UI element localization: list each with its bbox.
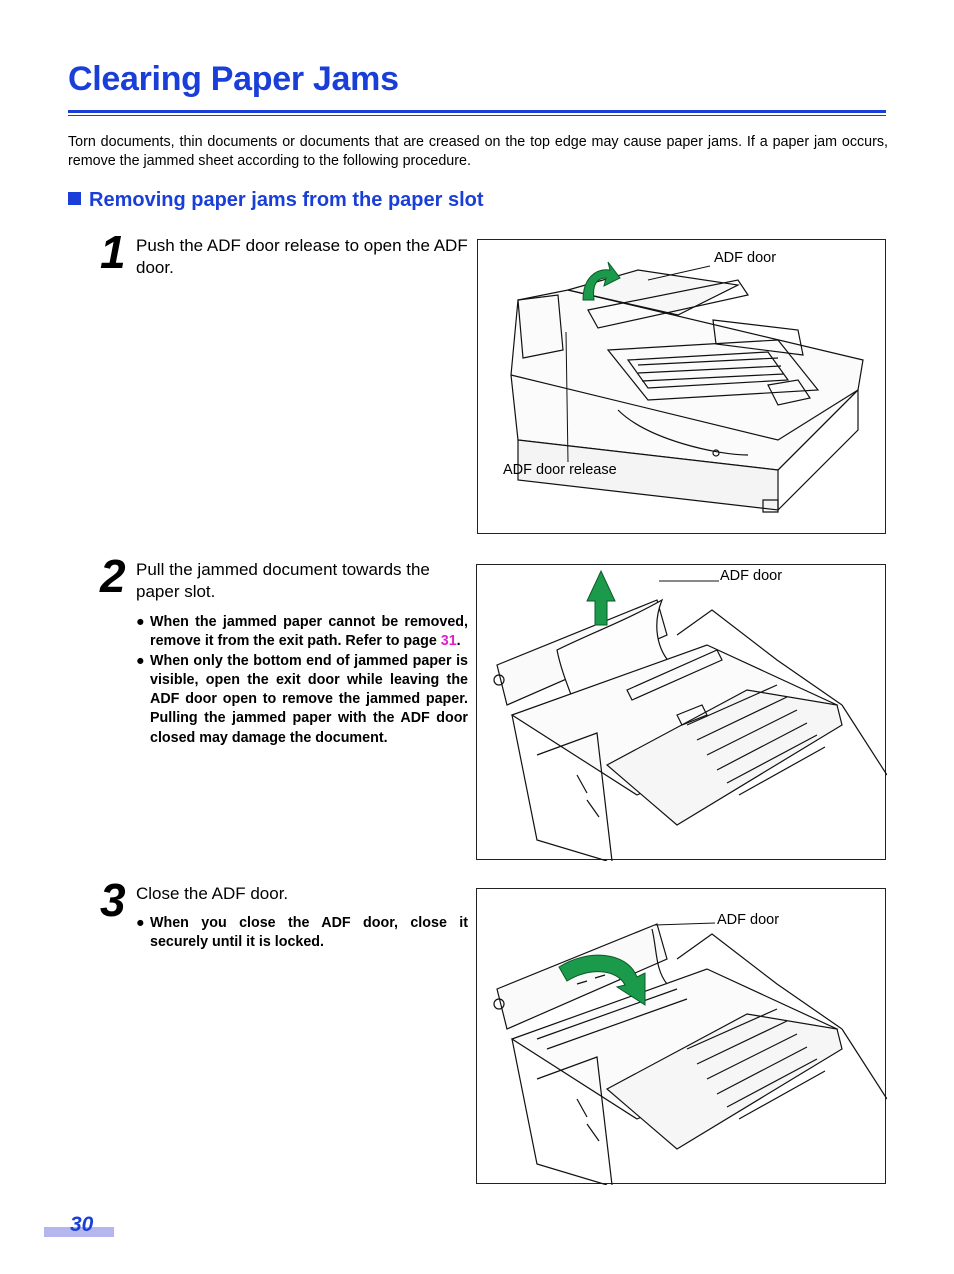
page-link-31[interactable]: 31 <box>440 633 457 650</box>
step-1-text: Push the ADF door release to open the ADF door. <box>136 236 468 277</box>
figure-open-adf-door <box>477 239 886 534</box>
page-number: 30 <box>70 1213 94 1236</box>
scanner-open-illustration <box>478 240 887 535</box>
page-title: Clearing Paper Jams <box>68 60 399 98</box>
section-heading <box>68 189 484 212</box>
step-3-text: Close the ADF door. <box>136 884 289 903</box>
title-rule <box>68 110 886 113</box>
figure-close-adf-door <box>476 888 886 1184</box>
step-3-note-1: ● When you close the ADF door, close it securely until it is locked. <box>136 915 468 951</box>
intro-paragraph: Torn documents, thin documents or documents that are creased on the top edge may cause paper jams. If a paper jam occurs, remove the jammed sheet according to the following procedure. <box>68 134 888 169</box>
bullet-icon: ● <box>136 652 145 669</box>
bullet-icon: ● <box>136 915 145 931</box>
section-heading-text: Removing paper jams from the paper slot <box>89 189 484 211</box>
step-3-notes <box>136 914 468 953</box>
step-2-note-2: ● When only the bottom end of jammed paper is visible, open the exit door while leaving the ADF door open to remove the jammed paper. Pulling the jammed paper with the ADF door closed may damage the document. <box>136 652 468 746</box>
step-1-number: 1 <box>100 226 126 278</box>
step-2-note-1: ● When the jammed paper cannot be removed, remove it from the exit path. Refer to page 31. <box>136 614 468 650</box>
label-adf-door: ADF door <box>720 568 783 584</box>
step-2-notes <box>136 613 468 748</box>
label-adf-door: ADF door <box>717 912 780 928</box>
title-rule-thin <box>68 115 886 116</box>
figure-pull-jammed-document <box>476 564 886 860</box>
section-marker-icon <box>68 192 81 205</box>
scanner-close-illustration <box>477 889 887 1185</box>
step-2-text: Pull the jammed document towards the paper slot. <box>136 560 430 601</box>
label-adf-door: ADF door <box>714 250 777 266</box>
scanner-jam-illustration <box>477 565 887 861</box>
label-adf-door-release: ADF door release <box>503 462 617 478</box>
step-3-number: 3 <box>100 874 126 926</box>
bullet-icon: ● <box>136 614 145 630</box>
step-2-number: 2 <box>100 550 126 602</box>
